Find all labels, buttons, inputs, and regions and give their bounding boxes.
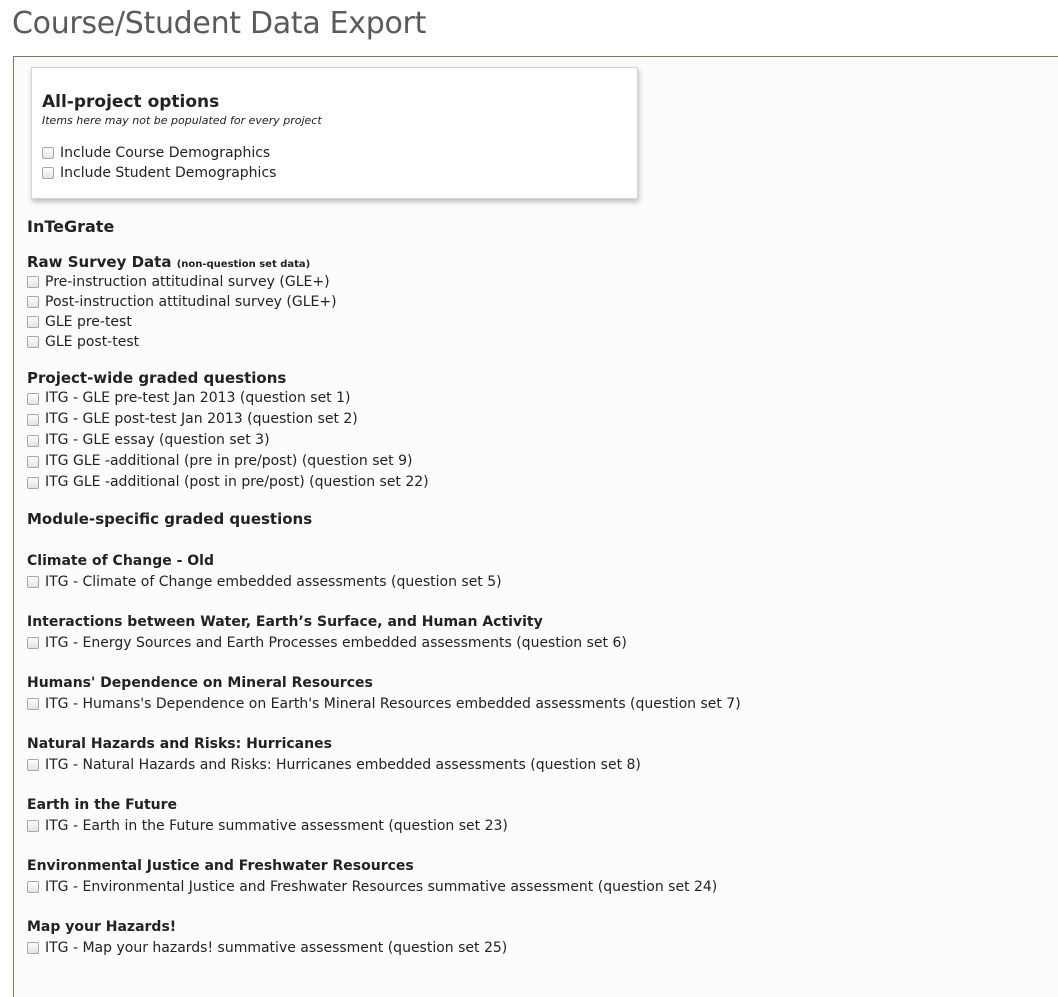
checkbox-option[interactable] <box>27 472 741 493</box>
checkbox[interactable] <box>27 456 39 468</box>
checkbox-option[interactable] <box>27 877 741 897</box>
module-heading: Environmental Justice and Freshwater Resources <box>27 858 414 874</box>
checkbox[interactable] <box>27 477 39 489</box>
checkbox-option[interactable] <box>27 292 741 312</box>
checkbox-option[interactable] <box>27 388 741 409</box>
module-heading: Humans' Dependence on Mineral Resources <box>27 675 373 691</box>
checkbox[interactable] <box>27 336 39 348</box>
checkbox-option[interactable] <box>27 633 741 653</box>
project-name: InTeGrate <box>27 217 115 236</box>
module-heading: Map your Hazards! <box>27 919 177 935</box>
checkbox[interactable] <box>42 167 54 179</box>
module-heading: Climate of Change - Old <box>27 553 215 569</box>
checkbox-label: ITG - Climate of Change embedded assessments (question set 5) <box>45 574 502 590</box>
checkbox-option[interactable] <box>27 272 741 292</box>
module-heading: Earth in the Future <box>27 797 178 813</box>
checkbox[interactable] <box>27 759 39 771</box>
checkbox-label: ITG - Environmental Justice and Freshwater Resources summative assessment (question set 24) <box>45 879 718 895</box>
checkbox[interactable] <box>27 637 39 649</box>
checkbox[interactable] <box>27 414 39 426</box>
checkbox-label: Post-instruction attitudinal survey (GLE+) <box>45 294 337 310</box>
checkbox-label: ITG - GLE pre-test Jan 2013 (question set 1) <box>45 390 351 406</box>
checkbox[interactable] <box>27 698 39 710</box>
checkbox-label: ITG - GLE post-test Jan 2013 (question set 2) <box>45 411 358 427</box>
checkbox-option[interactable] <box>27 938 741 958</box>
checkbox-label: GLE pre-test <box>45 314 132 330</box>
checkbox-label: ITG GLE -additional (pre in pre/post) (question set 9) <box>45 453 413 469</box>
module-specific-heading: Module-specific graded questions <box>27 510 313 528</box>
checkbox-option[interactable] <box>27 430 741 451</box>
module-group <box>27 856 741 897</box>
raw-survey-subheading: (non-question set data) <box>176 259 311 270</box>
checkbox-label: ITG - Natural Hazards and Risks: Hurricanes embedded assessments (question set 8) <box>45 757 641 773</box>
module-heading: Interactions between Water, Earth’s Surface, and Human Activity <box>27 614 543 630</box>
checkbox-label: Include Course Demographics <box>60 145 271 161</box>
checkbox-label: GLE post-test <box>45 334 140 350</box>
project-wide-heading: Project-wide graded questions <box>27 369 287 387</box>
all-project-note: Items here may not be populated for every project <box>42 114 322 127</box>
all-project-options-panel <box>31 67 638 199</box>
module-group <box>27 734 741 775</box>
checkbox-option[interactable] <box>27 332 741 352</box>
checkbox-option[interactable] <box>27 312 741 332</box>
raw-survey-group <box>27 252 741 352</box>
checkbox-option[interactable] <box>27 694 741 714</box>
checkbox-label: ITG GLE -additional (post in pre/post) (question set 22) <box>45 474 429 490</box>
checkbox-label: Include Student Demographics <box>60 165 277 181</box>
raw-survey-heading: Raw Survey Data <box>27 253 172 271</box>
checkbox-option[interactable] <box>42 143 276 163</box>
checkbox-option[interactable] <box>27 409 741 430</box>
module-group <box>27 612 741 653</box>
checkbox-option[interactable] <box>27 572 741 592</box>
module-group <box>27 551 741 592</box>
checkbox-label: ITG - Energy Sources and Earth Processes embedded assessments (question set 6) <box>45 635 627 651</box>
checkbox-label: ITG - Map your hazards! summative assessment (question set 25) <box>45 940 508 956</box>
checkbox[interactable] <box>27 881 39 893</box>
module-group <box>27 673 741 714</box>
export-form <box>13 56 1058 997</box>
page-title: Course/Student Data Export <box>12 6 427 41</box>
project-wide-group <box>27 368 741 493</box>
module-group <box>27 795 741 836</box>
checkbox[interactable] <box>27 296 39 308</box>
all-project-heading: All-project options <box>42 92 220 112</box>
checkbox[interactable] <box>27 942 39 954</box>
checkbox-label: ITG - GLE essay (question set 3) <box>45 432 270 448</box>
checkbox-option[interactable] <box>42 163 276 183</box>
checkbox-label: Pre-instruction attitudinal survey (GLE+) <box>45 274 330 290</box>
module-heading: Natural Hazards and Risks: Hurricanes <box>27 736 332 752</box>
checkbox-label: ITG - Humans's Dependence on Earth's Mineral Resources embedded assessments (question set 7) <box>45 696 741 712</box>
project-section <box>27 217 741 978</box>
checkbox[interactable] <box>27 393 39 405</box>
checkbox-option[interactable] <box>27 816 741 836</box>
checkbox[interactable] <box>27 276 39 288</box>
checkbox[interactable] <box>27 576 39 588</box>
checkbox[interactable] <box>27 435 39 447</box>
checkbox-label: ITG - Earth in the Future summative assessment (question set 23) <box>45 818 508 834</box>
checkbox[interactable] <box>27 316 39 328</box>
checkbox[interactable] <box>42 147 54 159</box>
checkbox-option[interactable] <box>27 451 741 472</box>
checkbox-option[interactable] <box>27 755 741 775</box>
module-group <box>27 917 741 958</box>
checkbox[interactable] <box>27 820 39 832</box>
